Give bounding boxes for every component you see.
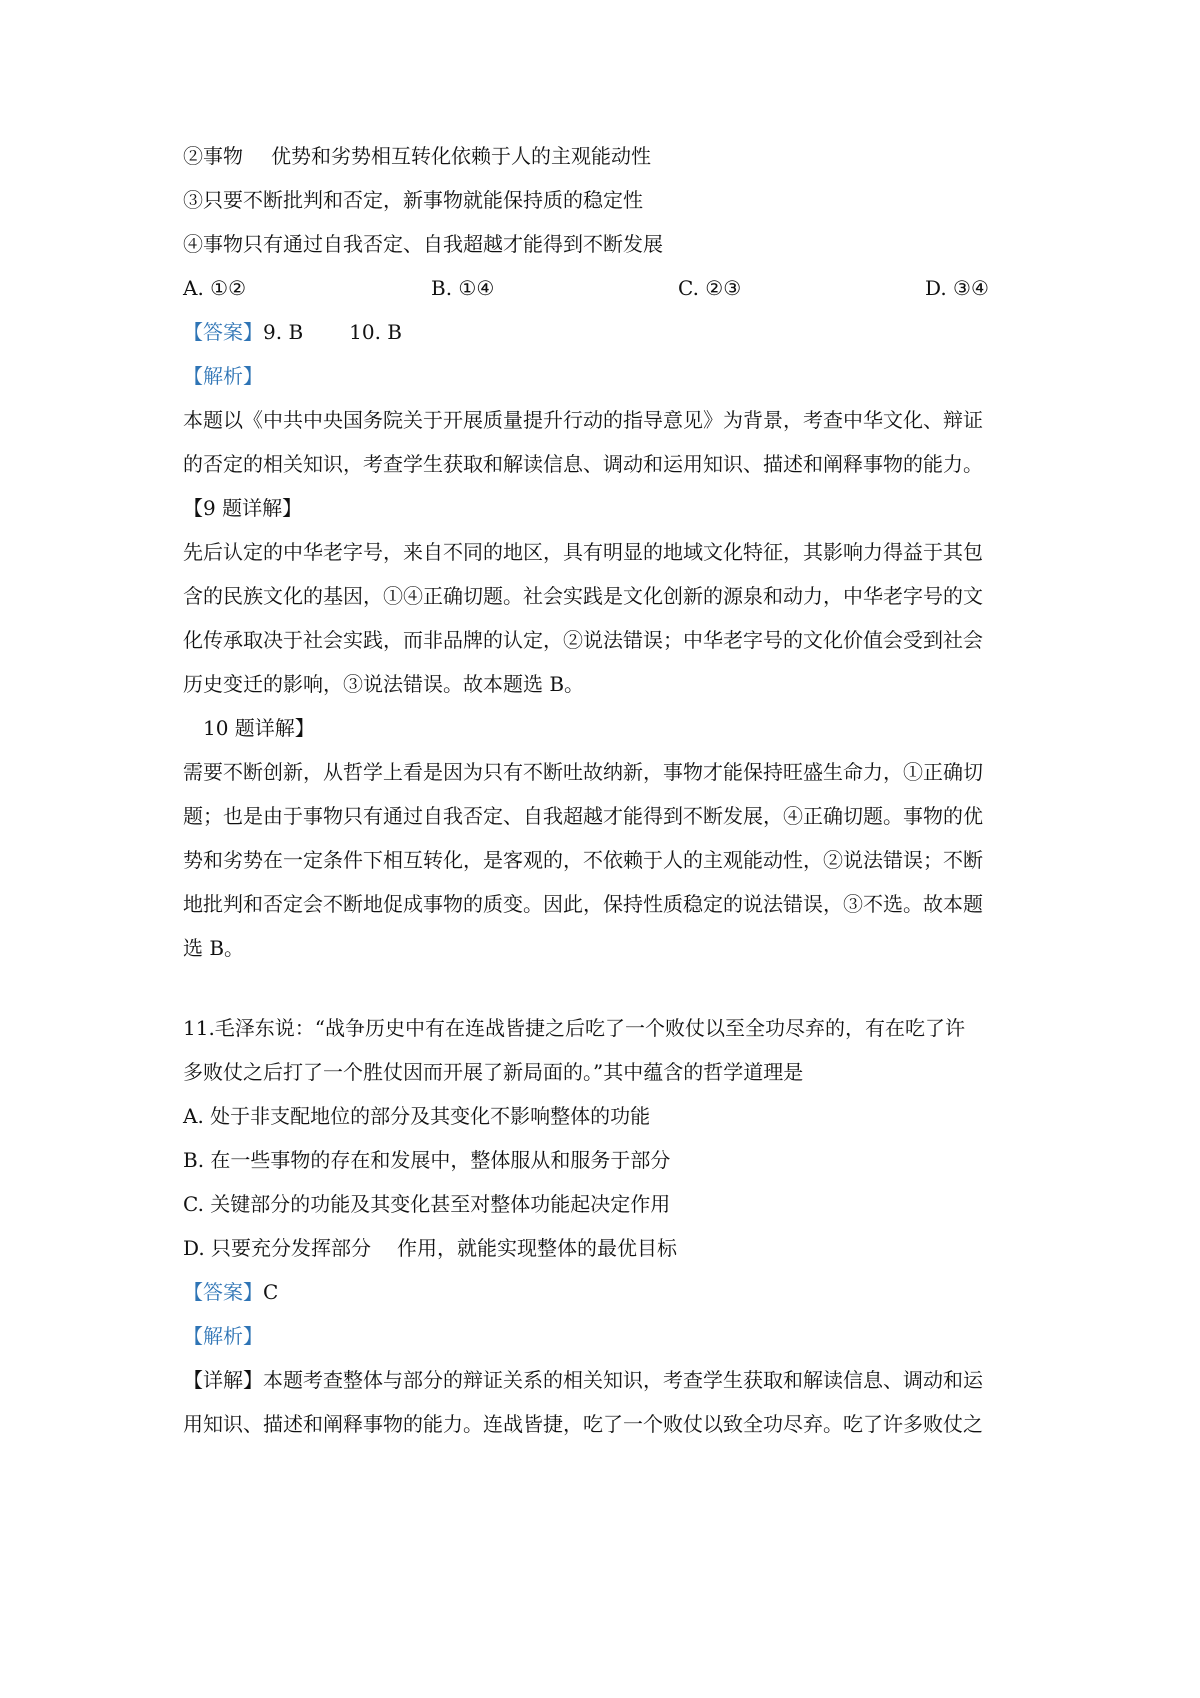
- answer-11-value: C: [263, 1280, 279, 1304]
- detail-10-line: 地批判和否定会不断地促成事物的质变。因此，保持性质稳定的说法错误，③不选。故本题: [183, 892, 983, 916]
- analysis-tag: 【解析】: [183, 364, 263, 388]
- statement-2-rest: 优势和劣势相互转化依赖于人的主观能动性: [271, 144, 651, 168]
- question-11-option-a: A. 处于非支配地位的部分及其变化不影响整体的功能: [183, 1104, 651, 1128]
- answer-9-10: [183, 318, 402, 346]
- option-d-start: D. 只要充分发挥部分: [183, 1236, 372, 1260]
- question-11-option-c: C. 关键部分的功能及其变化甚至对整体功能起决定作用: [183, 1192, 671, 1216]
- detail-9-line: 化传承取决于社会实践，而非品牌的认定，②说法错误；中华老字号的文化价值会受到社会: [183, 628, 983, 652]
- analysis-line: 本题以《中共中央国务院关于开展质量提升行动的指导意见》为背景，考查中华文化、辩证: [183, 408, 983, 432]
- answer-11-tag: 【答案】: [183, 1280, 263, 1304]
- detail-10-line: 需要不断创新，从哲学上看是因为只有不断吐故纳新，事物才能保持旺盛生命力，①正确切: [183, 760, 983, 784]
- analysis-11-line: 用知识、描述和阐释事物的能力。连战皆捷，吃了一个败仗以致全功尽弃。吃了许多败仗之: [183, 1412, 983, 1436]
- question-11-option-b: B. 在一些事物的存在和发展中，整体服从和服务于部分: [183, 1148, 671, 1172]
- question-11-stem: 多败仗之后打了一个胜仗因而开展了新局面的。”其中蕴含的哲学道理是: [183, 1060, 804, 1084]
- analysis-11-text: 本题考查整体与部分的辩证关系的相关知识，考查学生获取和解读信息、调动和运: [263, 1368, 983, 1392]
- option-c: C. ②③: [678, 276, 742, 300]
- detail-9-line: 历史变迁的影响，③说法错误。故本题选 B。: [183, 672, 585, 696]
- statement-2: [183, 142, 651, 170]
- option-b: B. ①④: [431, 276, 495, 300]
- analysis-11-line: [183, 1366, 983, 1394]
- question-11-option-d: [183, 1234, 677, 1262]
- question-11-stem: 11.毛泽东说：“战争历史中有在连战皆捷之后吃了一个败仗以至全功尽弃的，有在吃了许: [183, 1016, 966, 1040]
- detail-9-line: 含的民族文化的基因，①④正确切题。社会实践是文化创新的源泉和动力，中华老字号的文: [183, 584, 983, 608]
- detail-10-line: 势和劣势在一定条件下相互转化，是客观的，不依赖于人的主观能动性，②说法错误；不断: [183, 848, 983, 872]
- detail-tag: 【详解】: [183, 1368, 263, 1392]
- detail-10-line: 题；也是由于事物只有通过自我否定、自我超越才能得到不断发展，④正确切题。事物的优: [183, 804, 983, 828]
- detail-9-line: 先后认定的中华老字号，来自不同的地区，具有明显的地域文化特征，其影响力得益于其包: [183, 540, 983, 564]
- statement-2-start: ②事物: [183, 144, 243, 168]
- option-a: A. ①②: [183, 276, 247, 300]
- statement-3: ③只要不断批判和否定，新事物就能保持质的稳定性: [183, 188, 643, 212]
- answer-11: [183, 1278, 278, 1306]
- option-d: D. ③④: [925, 276, 989, 300]
- statement-4: ④事物只有通过自我否定、自我超越才能得到不断发展: [183, 232, 663, 256]
- analysis-line: 的否定的相关知识，考查学生获取和解读信息、调动和运用知识、描述和阐释事物的能力。: [183, 452, 983, 476]
- detail-10-heading: 10 题详解】: [203, 716, 315, 740]
- answer-tag: 【答案】: [183, 320, 263, 344]
- answer-10: 10. B: [349, 320, 403, 344]
- detail-10-line: 选 B。: [183, 936, 245, 960]
- option-d-rest: 作用，就能实现整体的最优目标: [397, 1236, 678, 1260]
- detail-9-heading: 【9 题详解】: [183, 496, 303, 520]
- analysis-11-tag: 【解析】: [183, 1324, 263, 1348]
- answer-9: 9. B: [263, 320, 304, 344]
